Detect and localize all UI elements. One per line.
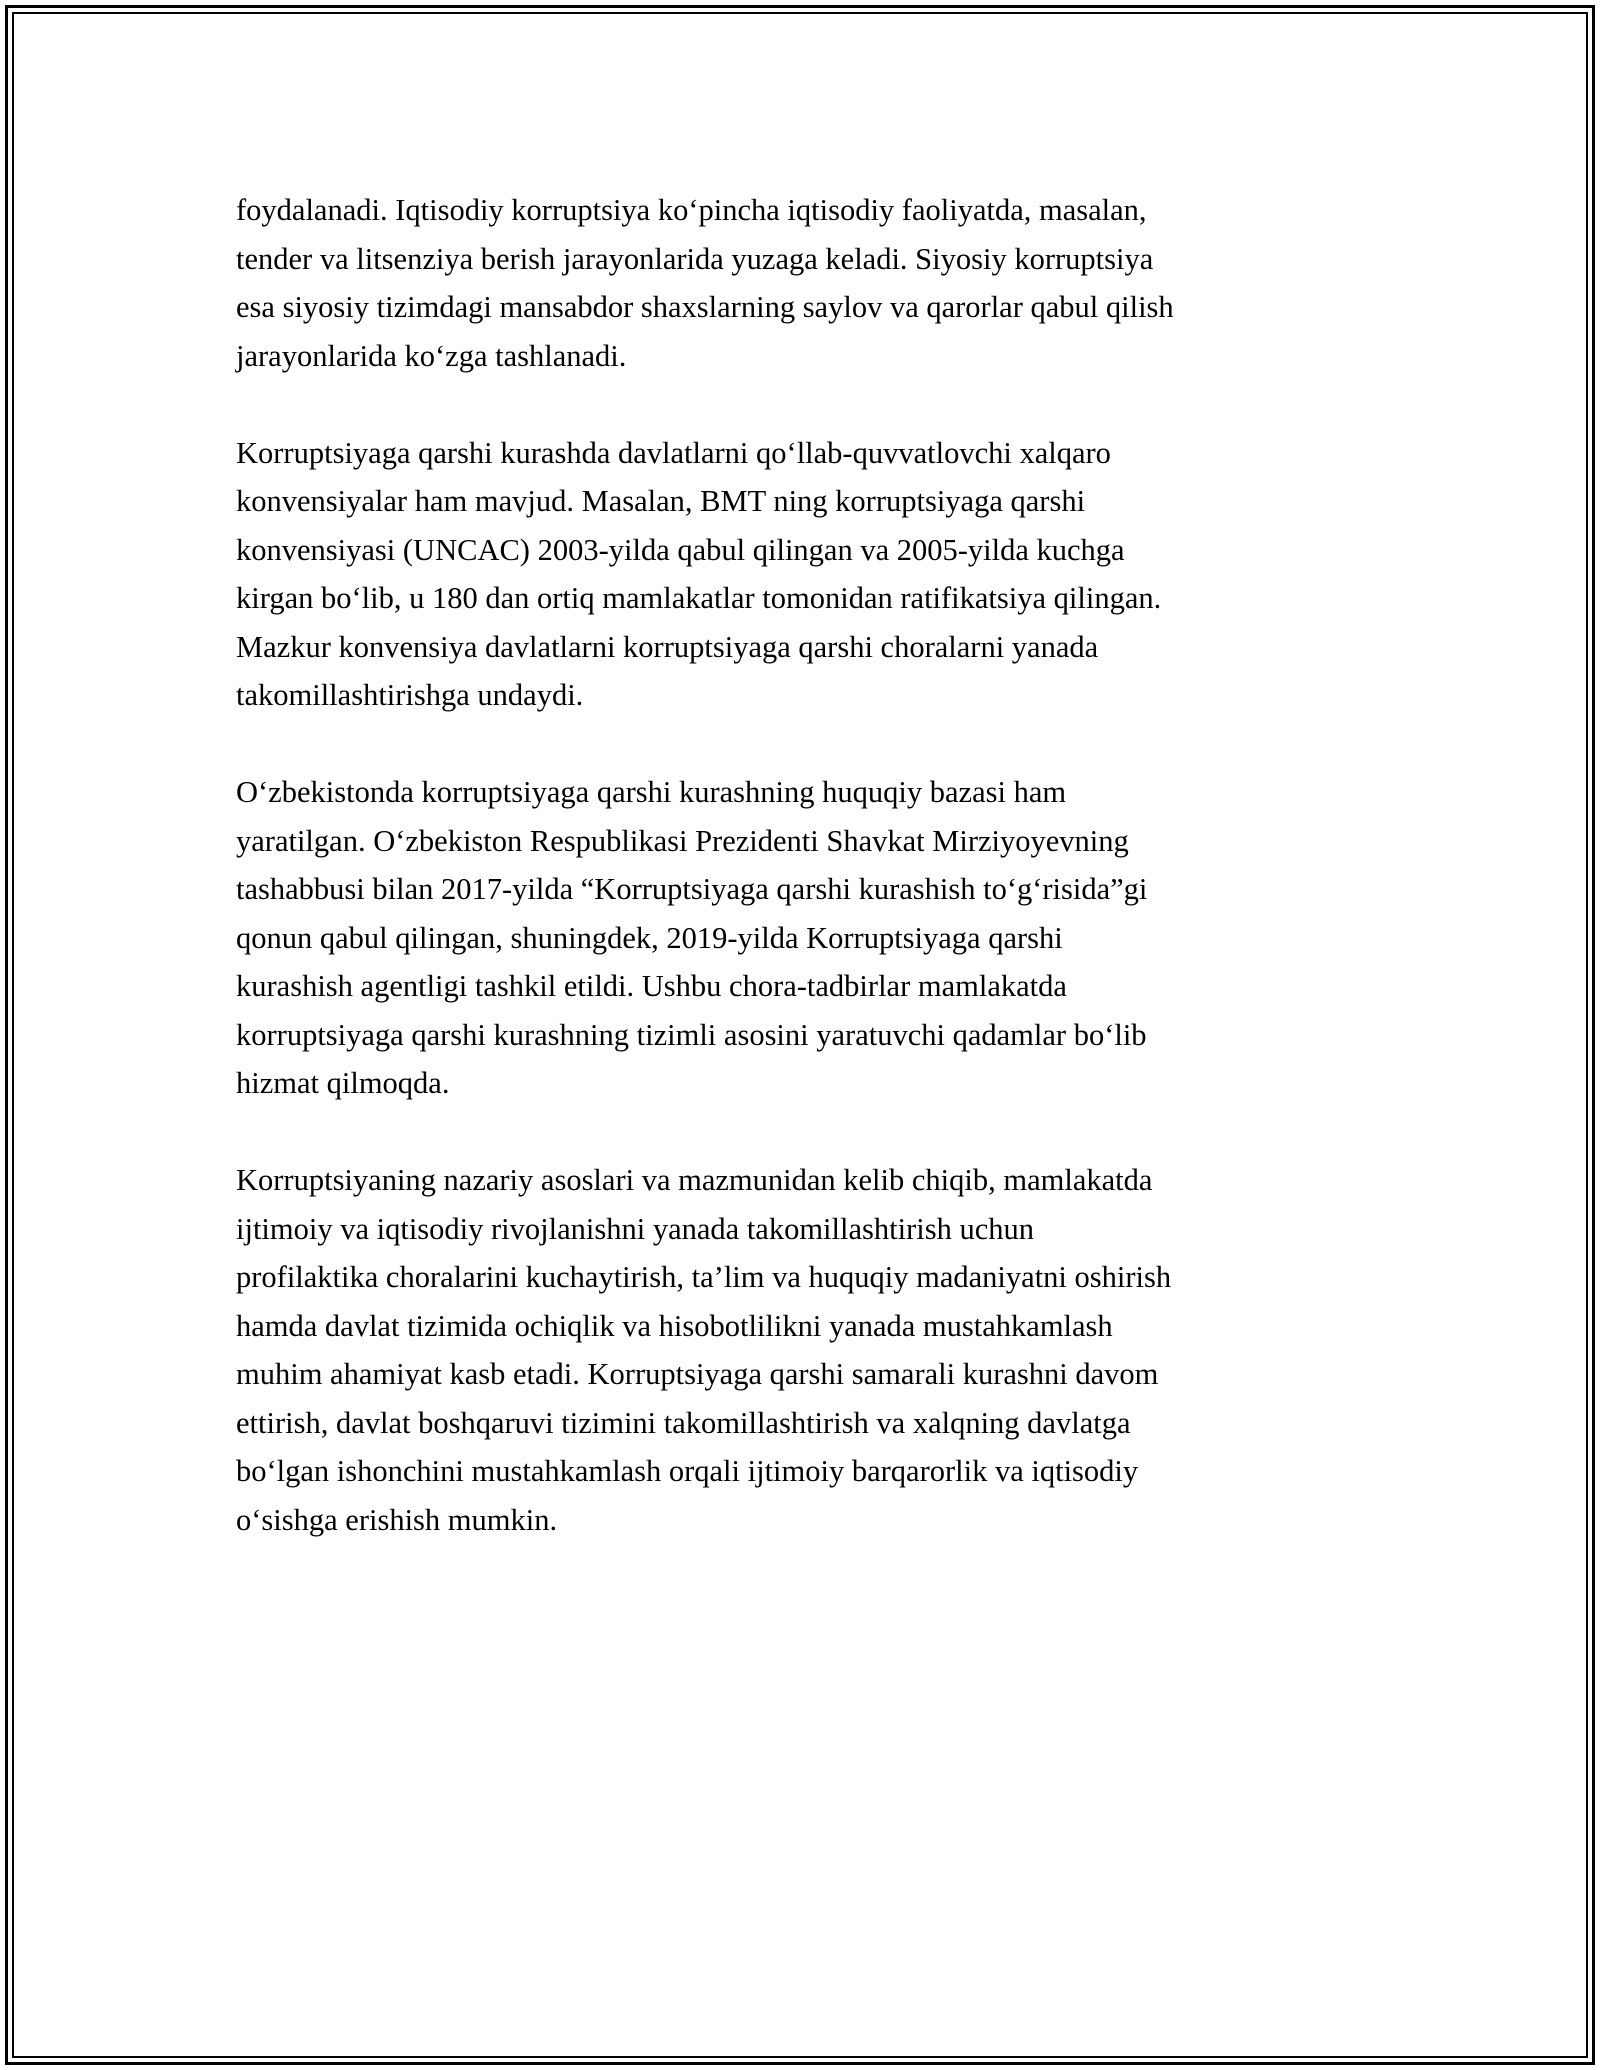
- text-line: jarayonlarida ko‘zga tashlanadi.: [236, 338, 627, 373]
- text-line: hamda davlat tizimida ochiqlik va hisobotlilikni yanada mustahkamlash: [236, 1308, 1113, 1343]
- text-line: esa siyosiy tizimdagi mansabdor shaxslarning saylov va qarorlar qabul qilish: [236, 290, 1174, 324]
- text-line: tender va litsenziya berish jarayonlarida yuzaga keladi. Siyosiy korruptsiya: [236, 241, 1154, 276]
- text-line: korruptsiyaga qarshi kurashning tizimli asosini yaratuvchi qadamlar bo‘lib: [236, 1017, 1147, 1052]
- paragraph-1: [236, 186, 1376, 380]
- text-line: profilaktika choralarini kuchaytirish, ta’lim va huquqiy madaniyatni oshirish: [236, 1260, 1172, 1294]
- text-line: qonun qabul qilingan, shuningdek, 2019-yilda Korruptsiyaga qarshi: [236, 920, 1063, 955]
- text-line: tashabbusi bilan 2017-yilda “Korruptsiyaga qarshi kurashish to‘g‘risida”gi: [236, 872, 1148, 906]
- text-line: konvensiyasi (UNCAC) 2003-yilda qabul qilingan va 2005-yilda kuchga: [236, 532, 1125, 567]
- text-line: o‘sishga erishish mumkin.: [236, 1502, 558, 1537]
- text-line: Mazkur konvensiya davlatlarni korruptsiyaga qarshi choralarni yanada: [236, 629, 1099, 664]
- text-line: yaratilgan. O‘zbekiston Respublikasi Prezidenti Shavkat Mirziyoyevning: [236, 823, 1129, 858]
- text-line: hizmat qilmoqda.: [236, 1066, 450, 1100]
- paragraph-3: [236, 768, 1376, 1108]
- text-line: takomillashtirishga undaydi.: [236, 678, 584, 712]
- paragraph-2: [236, 429, 1376, 720]
- text-line: kurashish agentligi tashkil etildi. Ushbu chora-tadbirlar mamlakatda: [236, 969, 1067, 1003]
- text-line: ettirish, davlat boshqaruvi tizimini takomillashtirish va xalqning davlatga: [236, 1405, 1131, 1440]
- text-line: kirgan bo‘lib, u 180 dan ortiq mamlakatlar tomonidan ratifikatsiya qilingan.: [236, 581, 1162, 615]
- text-line: foydalanadi. Iqtisodiy korruptsiya ko‘pincha iqtisodiy faoliyatda, masalan,: [236, 193, 1147, 227]
- text-line: muhim ahamiyat kasb etadi. Korruptsiyaga qarshi samarali kurashni davom: [236, 1357, 1159, 1391]
- text-line: ijtimoiy va iqtisodiy rivojlanishni yanada takomillashtirish uchun: [236, 1211, 1034, 1246]
- text-line: O‘zbekistonda korruptsiyaga qarshi kurashning huquqiy bazasi ham: [236, 775, 1067, 809]
- text-line: Korruptsiyaning nazariy asoslari va mazmunidan kelib chiqib, mamlakatda: [236, 1163, 1153, 1197]
- text-line: konvensiyalar ham mavjud. Masalan, BMT ning korruptsiyaga qarshi: [236, 484, 1086, 518]
- text-line: bo‘lgan ishonchini mustahkamlash orqali ijtimoiy barqarorlik va iqtisodiy: [236, 1454, 1139, 1488]
- text-line: Korruptsiyaga qarshi kurashda davlatlarni qo‘llab-quvvatlovchi xalqaro: [236, 435, 1111, 470]
- paragraph-4: [236, 1156, 1376, 1544]
- document-body: [236, 186, 1376, 1544]
